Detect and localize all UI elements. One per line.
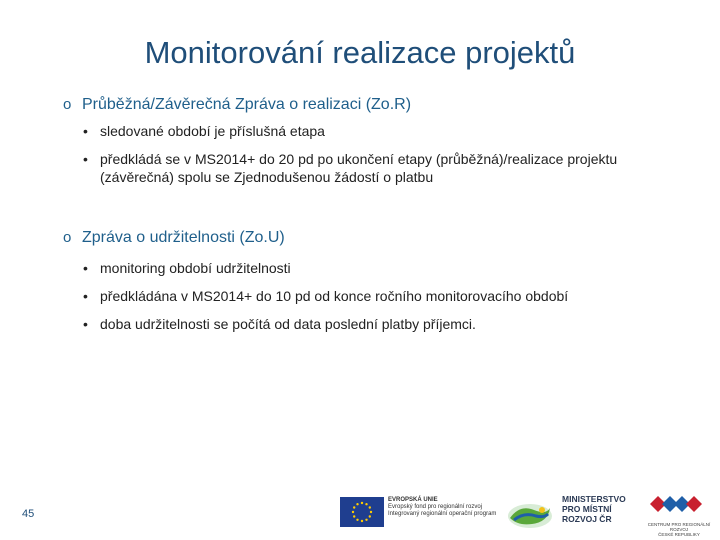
ministry-line: PRO MÍSTNÍ — [562, 504, 612, 514]
section-heading-text: Průběžná/Závěrečná Zpráva o realizaci (Zo.R) — [82, 96, 412, 113]
bullet-text: sledované období je příslušná etapa — [100, 123, 325, 139]
eu-title: EVROPSKÁ UNIE — [388, 497, 438, 503]
bullet-dot-icon: • — [83, 151, 88, 167]
eu-fund-text: Evropský fond pro regionální rozvoj — [388, 504, 483, 510]
ministry-line: ROZVOJ ČR — [562, 514, 612, 524]
eu-program-text: Integrovaný regionální operační program — [388, 511, 497, 517]
ministry-line: MINISTERSTVO — [562, 494, 626, 504]
eu-flag-icon — [340, 497, 384, 527]
bullet-text: monitoring období udržitelnosti — [100, 260, 291, 276]
bullet-item — [83, 315, 663, 333]
ministry-logo — [562, 494, 628, 524]
eu-caption — [388, 497, 498, 518]
bullet-text: předkládána v MS2014+ do 10 pd od konce ročního monitorovacího období — [100, 288, 569, 304]
crr-caption — [640, 522, 718, 537]
bullet-item — [83, 150, 663, 186]
bullet-dot-icon: • — [83, 316, 88, 332]
circle-bullet-icon: o — [63, 229, 72, 246]
bullet-text: doba udržitelnosti se počítá od data poslední platby příjemci. — [100, 316, 476, 332]
bullet-dot-icon: • — [83, 260, 88, 276]
bullet-dot-icon: • — [83, 123, 88, 139]
crr-line: ČESKÉ REPUBLIKY — [658, 532, 700, 537]
bullet-dot-icon: • — [83, 288, 88, 304]
bullet-text: předkládá se v MS2014+ do 20 pd po ukončení etapy (průběžná)/realizace projektu (závěrečná) spolu se Zjednodušenou žádostí o platbu — [100, 151, 618, 185]
slide-title: Monitorování realizace projektů — [144, 35, 576, 70]
irop-logo-icon — [506, 500, 554, 530]
bullet-item — [83, 122, 663, 140]
bullet-item — [83, 287, 663, 305]
section-heading-text: Zpráva o udržitelnosti (Zo.U) — [82, 229, 285, 246]
page-number: 45 — [22, 508, 35, 520]
circle-bullet-icon: o — [63, 96, 72, 113]
bullet-item — [83, 259, 663, 277]
crr-line: CENTRUM PRO REGIONÁLNÍ ROZVOJ — [647, 522, 711, 532]
